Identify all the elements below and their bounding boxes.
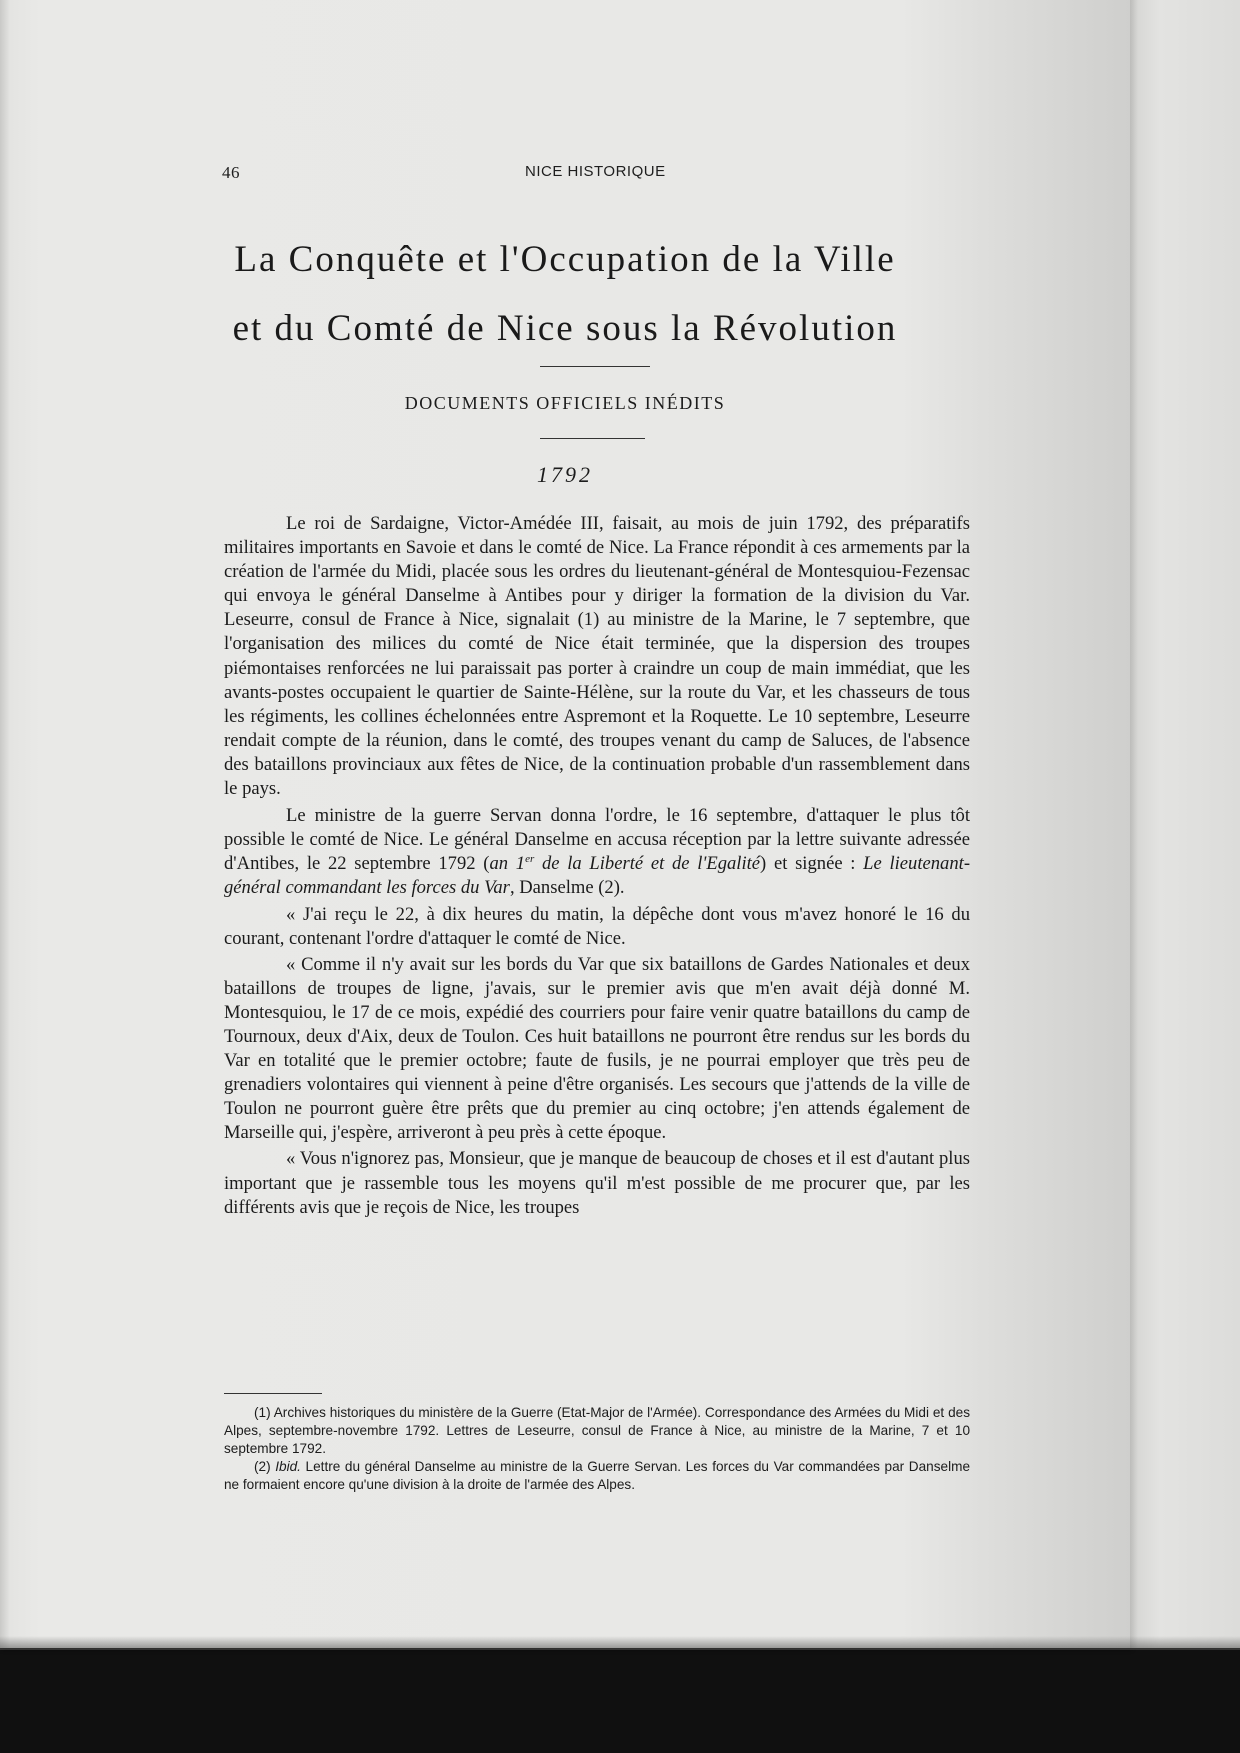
ordinal-superscript: er [525, 853, 535, 866]
footnote-2-number: (2) [254, 1459, 276, 1474]
letter-quote-2: « Comme il n'y avait sur les bords du Var que six bataillons de Gardes Nationales et deux bataillons de troupes de ligne, j'avais, sur le premier avis que m'en avait déjà donné M. Montesquiou, le 17 de ce mois, expédié des courriers pour faire venir quatre bataillons du camp de Tournoux, deux d'Aix, deux de Toulon. Ces huit bataillons ne pourront être rendus sur les bords du Var en totalité que le premier octobre; faute de fusils, je ne pourrai employer que très peu de grenadiers volontaires qui viennent à peine d'être organisés. Les secours que j'attends de la ville de Toulon ne pourront guère être prêts que du premier au cinq octobre; j'en attends également de Marseille qui, j'espère, arriveront à peu près à cette époque. [224, 953, 970, 1144]
subtitle-divider [540, 438, 645, 439]
section-subtitle: DOCUMENTS OFFICIELS INÉDITS [404, 393, 726, 413]
revolutionary-year: an 1 [489, 853, 526, 875]
article-title-line-2: et du Comté de Nice sous la Révolution [232, 308, 898, 349]
paragraph-intro: Le roi de Sardaigne, Victor-Amédée III, faisait, au mois de juin 1792, des préparatifs militaires importants en Savoie et dans le comté de Nice. La France répondit à ces armements par la création de l'armée du Midi, placée sous les ordres du lieutenant-général de Montesquiou-Fezensac qui envoya le général Danselme à Antibes pour y diriger la formation de la division du Var. Leseurre, consul de France à Nice, signalait (1) au ministre de la Marine, le 7 septembre, que l'organisation des milices du comté de Nice était terminée, que la dispersion des troupes piémontaises renforcées ne lui paraissait pas porter à craindre un coup de main immédiat, que les avants-postes occupaient le quartier de Sainte-Hélène, sur la route du Var, et les chasseurs de tous les régiments, les collines échelonnées entre Aspremont et la Roquette. Le 10 septembre, Leseurre rendait compte de la réunion, dans le comté, des troupes venant du camp de Saluces, de l'absence des bataillons provinciaux aux fêtes de Nice, de la continuation probable d'un rassemblement dans le pays. [224, 513, 970, 800]
letter-quote-3: « Vous n'ignorez pas, Monsieur, que je manque de beaucoup de choses et il est d'autant plus important que je rassemble tous les moyens qu'il m'est possible de me procurer que, par les différents avis que je reçois de Nice, les troupes [224, 1148, 970, 1218]
title-divider [540, 366, 650, 367]
letter-quote-1: « J'ai reçu le 22, à dix heures du matin, la dépêche dont vous m'avez honoré le 16 du courant, contenant l'ordre d'attaquer le comté de Nice. [224, 903, 970, 949]
footnote-divider [224, 1393, 322, 1394]
footnote-2-ibid: Ibid. [275, 1459, 301, 1474]
year-heading: 1792 [537, 462, 593, 487]
footnotes [224, 1404, 970, 1494]
footnote-1: (1) Archives historiques du ministère de la Guerre (Etat-Major de l'Armée). Correspondance des Armées du Midi et des Alpes, septembre-novembre 1792. Lettres de Leseurre, consul de France à Nice, au ministre de la Marine, 7 et 10 septembre 1792. [224, 1405, 970, 1456]
footnote-2 [224, 1458, 970, 1494]
revolutionary-era: de la Liberté et de l'Egalité [534, 853, 761, 875]
running-head: NICE HISTORIQUE [525, 163, 666, 180]
paragraph-order-end: , Danselme (2). [509, 877, 625, 899]
page-bottom-shadow [0, 1636, 1240, 1650]
paragraph-order-text: Le ministre de la guerre Servan donna l'ordre, le 16 septembre, d'attaquer le plus tôt possible le comté de Nice. Le général Danselme en accusa réception par la lettre suivante adressée d'Antibes, le 22 septembre 1792 ( [224, 805, 970, 875]
page-number: 46 [222, 163, 240, 182]
signature-title: Le lieutenant-général commandant les forces du Var [224, 853, 971, 899]
next-page-edge [1130, 0, 1240, 1648]
paragraph-order-mid: ) et signée : [760, 853, 864, 875]
paragraph-order [224, 804, 970, 900]
article-body [224, 512, 970, 1220]
footnote-2-text: Lettre du général Danselme au ministre de la Guerre Servan. Les forces du Var commandées par Danselme ne formaient encore qu'une division à la droite de l'armée des Alpes. [224, 1459, 971, 1492]
revolutionary-date [489, 853, 760, 874]
article-title-line-1: La Conquête et l'Occupation de la Ville [234, 239, 896, 280]
